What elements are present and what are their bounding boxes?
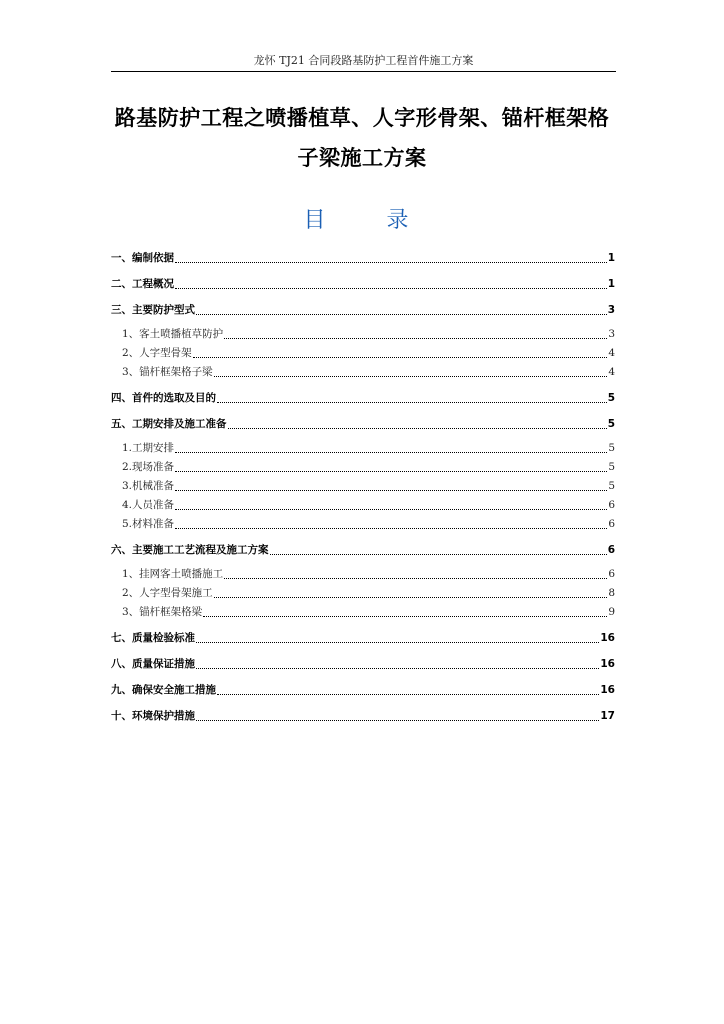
toc-dot-leader — [228, 427, 607, 429]
toc-entry[interactable] — [111, 459, 615, 475]
toc-entry-page-number: 17 — [600, 710, 615, 722]
toc-entry-page-number: 6 — [608, 499, 615, 511]
toc-dot-leader — [224, 337, 607, 339]
toc-entry-page-number: 5 — [608, 480, 615, 492]
toc-entry-page-number: 1 — [607, 252, 615, 264]
toc-entry-page-number: 9 — [608, 606, 615, 618]
document-title-line1: 路基防护工程之喷播植草、人字形骨架、锚杆框架格 — [114, 106, 610, 130]
toc-entry-label: 3、锚杆框架格梁 — [122, 606, 203, 618]
toc-dot-leader — [175, 261, 607, 263]
page-header: 龙怀 TJ21 合同段路基防护工程首件施工方案 — [111, 52, 616, 72]
toc-entry[interactable] — [111, 585, 615, 601]
toc-entry-label: 四、首件的选取及目的 — [111, 392, 216, 404]
toc-entry-page-number: 6 — [608, 518, 615, 530]
toc-heading: 目 录 — [303, 208, 421, 233]
toc-entry-label: 二、工程概况 — [111, 278, 174, 290]
toc-entry-label: 3、锚杆框架格子梁 — [122, 366, 213, 378]
toc-entry[interactable] — [111, 708, 615, 724]
toc-dot-leader — [175, 527, 607, 529]
toc-entry[interactable] — [111, 630, 615, 646]
toc-entry[interactable] — [111, 302, 615, 318]
toc-entry-label: 一、编制依据 — [111, 252, 174, 264]
toc-entry[interactable] — [111, 497, 615, 513]
toc-entry-label: 1、挂网客土喷播施工 — [122, 568, 224, 580]
toc-entry-page-number: 5 — [607, 418, 615, 430]
toc-entry[interactable] — [111, 250, 615, 266]
toc-entry[interactable] — [111, 326, 615, 342]
toc-entry-page-number: 4 — [608, 366, 615, 378]
toc-entry[interactable] — [111, 604, 615, 620]
toc-entry[interactable] — [111, 276, 615, 292]
toc-dot-leader — [193, 356, 608, 358]
toc-dot-leader — [175, 508, 607, 510]
toc-entry-page-number: 16 — [600, 658, 615, 670]
toc-dot-leader — [175, 470, 607, 472]
toc-entry[interactable] — [111, 440, 615, 456]
toc-entry[interactable] — [111, 478, 615, 494]
toc-dot-leader — [175, 287, 607, 289]
toc-entry-label: 2、人字型骨架施工 — [122, 587, 213, 599]
toc-entry[interactable] — [111, 390, 615, 406]
toc-entry-page-number: 16 — [600, 632, 615, 644]
toc-dot-leader — [196, 667, 599, 669]
toc-entry[interactable] — [111, 566, 615, 582]
toc-entry[interactable] — [111, 364, 615, 380]
document-title — [100, 98, 624, 178]
toc-entry-label: 1.工期安排 — [122, 442, 175, 454]
toc-entry-label: 5.材料准备 — [122, 518, 175, 530]
toc-entry-page-number: 6 — [608, 568, 615, 580]
toc-entry-page-number: 3 — [608, 328, 615, 340]
toc-dot-leader — [196, 313, 607, 315]
toc-dot-leader — [214, 596, 608, 598]
toc-entry-label: 九、确保安全施工措施 — [111, 684, 216, 696]
toc-entry[interactable] — [111, 516, 615, 532]
toc-entry-page-number: 8 — [608, 587, 615, 599]
toc-entry-label: 1、客土喷播植草防护 — [122, 328, 224, 340]
toc-entry-label: 2.现场准备 — [122, 461, 175, 473]
toc-entry-page-number: 5 — [608, 461, 615, 473]
toc-entry-page-number: 1 — [607, 278, 615, 290]
toc-entry-page-number: 16 — [600, 684, 615, 696]
toc-entry[interactable] — [111, 345, 615, 361]
document-title-line2: 子梁施工方案 — [297, 146, 427, 170]
toc-entry-page-number: 6 — [607, 544, 615, 556]
toc-entry-label: 六、主要施工工艺流程及施工方案 — [111, 544, 269, 556]
toc-entry-page-number: 5 — [607, 392, 615, 404]
toc-entry[interactable] — [111, 542, 615, 558]
toc-dot-leader — [214, 375, 608, 377]
toc-entry-label: 2、人字型骨架 — [122, 347, 192, 359]
toc-dot-leader — [175, 451, 607, 453]
toc-dot-leader — [270, 553, 607, 555]
toc-entry-label: 八、质量保证措施 — [111, 658, 195, 670]
toc-entry-label: 五、工期安排及施工准备 — [111, 418, 227, 430]
toc-entry-page-number: 5 — [608, 442, 615, 454]
toc-dot-leader — [217, 401, 607, 403]
toc-entry-label: 七、质量检验标准 — [111, 632, 195, 644]
toc-dot-leader — [196, 641, 599, 643]
toc-entry-label: 3.机械准备 — [122, 480, 175, 492]
toc-entry-label: 三、主要防护型式 — [111, 304, 195, 316]
toc-entry[interactable] — [111, 682, 615, 698]
toc-entry[interactable] — [111, 656, 615, 672]
toc-dot-leader — [203, 615, 607, 617]
toc-entry-label: 4.人员准备 — [122, 499, 175, 511]
toc-entry-page-number: 4 — [608, 347, 615, 359]
toc-entry[interactable] — [111, 416, 615, 432]
toc-dot-leader — [196, 719, 599, 721]
toc-entry-page-number: 3 — [607, 304, 615, 316]
toc-dot-leader — [224, 577, 607, 579]
toc-dot-leader — [175, 489, 607, 491]
toc-dot-leader — [217, 693, 599, 695]
toc-entry-label: 十、环境保护措施 — [111, 710, 195, 722]
